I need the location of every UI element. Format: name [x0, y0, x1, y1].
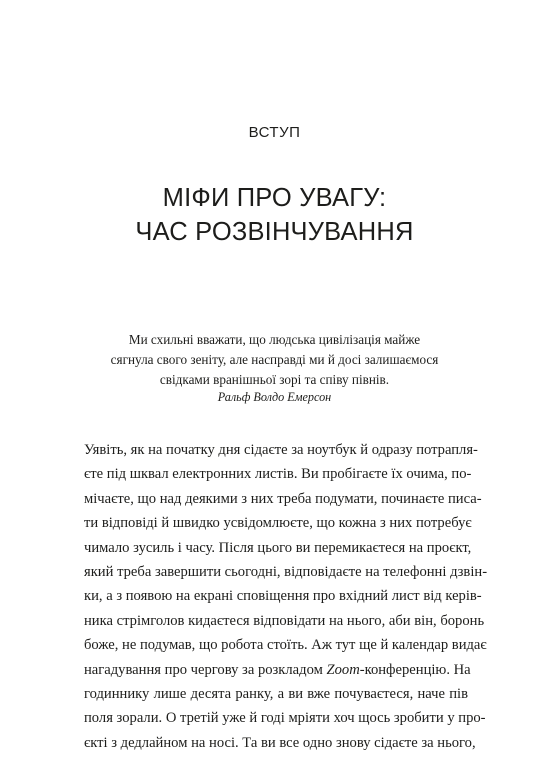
paragraph-line: ника стрімголов кидаєтеся відповідати на нього, аби він, боронь — [84, 612, 485, 629]
body-paragraph — [84, 438, 488, 755]
chapter-title — [0, 181, 549, 249]
zoom-brand-name: Zoom — [326, 661, 360, 678]
epigraph-author: Ральф Волдо Емерсон — [217, 390, 332, 404]
paragraph-line — [84, 658, 471, 682]
section-label: ВСТУП — [248, 124, 301, 141]
paragraph-line: поля зорали. О третій уже й годі мріяти хоч щось зробити у про- — [84, 710, 486, 727]
paragraph-line: чимало зусиль і часу. Після цього ви перемикаєтеся на проєкт, — [84, 539, 472, 556]
paragraph-line: боже, не подумав, що робота стоїть. Аж тут ще й календар видає — [84, 637, 487, 654]
paragraph-line: єте під шквал електронних листів. Ви пробігаєте їх очима, по- — [84, 466, 472, 483]
paragraph-line: Уявіть, як на початку дня сідаєте за ноутбук й одразу потрапля- — [84, 442, 478, 458]
line-text: -конференцію. На — [359, 661, 471, 678]
paragraph-line: мічаєте, що над деякими з них треба подумати, починаєте писа- — [84, 490, 482, 507]
epigraph-line-3: свідками вранішньої зорі та співу півнів. — [159, 372, 390, 387]
epigraph-line-1: Ми схильні вважати, що людська цивілізація майже — [128, 332, 421, 347]
paragraph-line: ки, а з появою на екрані сповіщення про вхідний лист від керів- — [84, 588, 482, 605]
line-text: нагадування про чергову за розкладом — [84, 661, 327, 678]
paragraph-line: годиннику лише десята ранку, а ви вже почуваєтеся, наче пів — [84, 686, 468, 703]
paragraph-line: який треба завершити сьогодні, відповідаєте на телефонні дзвін- — [84, 564, 488, 581]
epigraph-line-2: сягнула свого зеніту, але насправді ми й досі залишаємося — [110, 352, 439, 367]
chapter-title-line-2: ЧАС РОЗВІНЧУВАННЯ — [135, 218, 414, 246]
paragraph-line: єкті з дедлайном на носі. Та ви все одно знову сідаєте за нього, — [84, 734, 476, 751]
epigraph — [60, 330, 489, 390]
paragraph-line: ти відповіді й швидко усвідомлюєте, що кожна з них потребує — [84, 515, 472, 532]
chapter-title-line-1: МІФИ ПРО УВАГУ: — [162, 184, 387, 212]
